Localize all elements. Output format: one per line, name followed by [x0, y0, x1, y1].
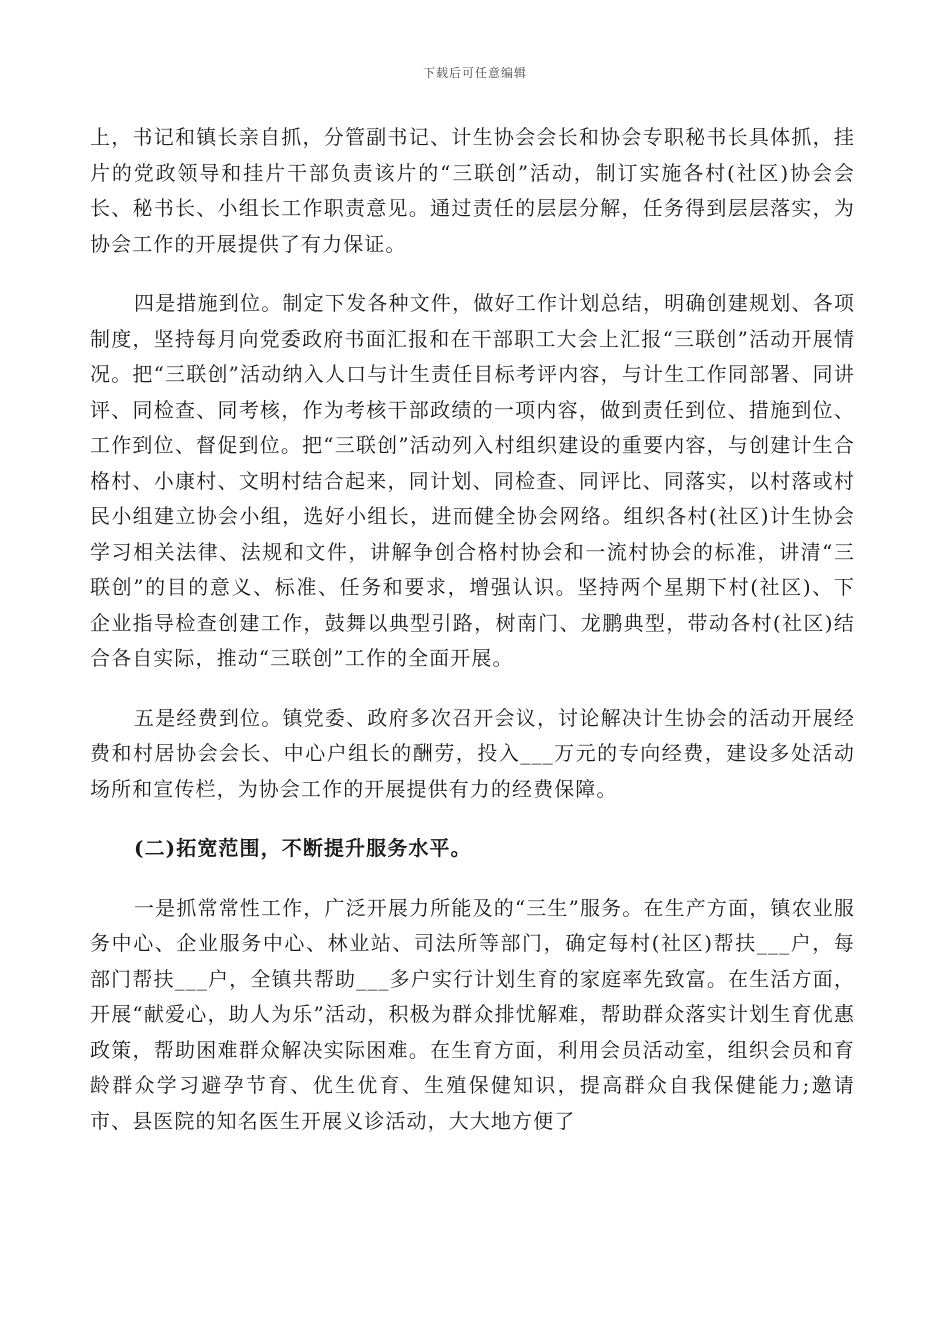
document-body — [90, 120, 855, 1139]
paragraph-responsibility: 上，书记和镇长亲自抓，分管副书记、计生协会会长和协会专职秘书长具体抓，挂片的党政领导和挂片干部负责该片的“三联创”活动，制订实施各村(社区)协会会长、秘书长、小组长工作职责意见。通过责任的层层分解，任务得到层层落实，为协会工作的开展提供了有力保证。 — [90, 125, 855, 256]
paragraph-services: 一是抓常常性工作，广泛开展力所能及的“三生”服务。在生产方面，镇农业服务中心、企业服务中心、林业站、司法所等部门，确定每村(社区)帮扶___户，每部门帮扶___户，全镇共帮助___多户实行计划生育的家庭率先致富。在生活方面，开展“献爱心，助人为乐”活动，积极为群众排忧解难，帮助群众落实计划生育优惠政策，帮助困难群众解决实际困难。在生育方面，利用会员活动室，组织会员和育龄群众学习避孕节育、优生优育、生殖保健知识，提高群众自我保健能力;邀请市、县医院的知名医生开展义诊活动，大大地方便了 — [90, 895, 855, 1133]
paragraph-funding: 五是经费到位。镇党委、政府多次召开会议，讨论解决计生协会的活动开展经费和村居协会会长、中心户组长的酬劳，投入___万元的专向经费，建设多处活动场所和宣传栏，为协会工作的开展提供有力的经费保障。 — [90, 705, 855, 801]
section-heading: (二)拓宽范围，不断提升服务水平。 — [134, 836, 472, 860]
page-header: 下载后可任意编辑 — [422, 66, 527, 80]
paragraph-measures: 四是措施到位。制定下发各种文件，做好工作计划总结，明确创建规划、各项制度，坚持每月向党委政府书面汇报和在干部职工大会上汇报“三联创”活动开展情况。把“三联创”活动纳入人口与计生责任目标考评内容，与计生工作同部署、同讲评、同检查、同考核，作为考核干部政绩的一项内容，做到责任到位、措施到位、工作到位、督促到位。把“三联创”活动列入村组织建设的重要内容，与创建计生合格村、小康村、文明村结合起来，同计划、同检查、同评比、同落实，以村落或村民小组建立协会小组，选好小组长，进而健全协会网络。组织各村(社区)计生协会学习相关法律、法规和文件，讲解争创合格村协会和一流村协会的标准，讲清“三联创”的目的意义、标准、任务和要求，增强认识。坚持两个星期下村(社区)、下企业指导检查创建工作，鼓舞以典型引路，树南门、龙鹏典型，带动各村(社区)结合各自实际，推动“三联创”工作的全面开展。 — [90, 291, 855, 670]
